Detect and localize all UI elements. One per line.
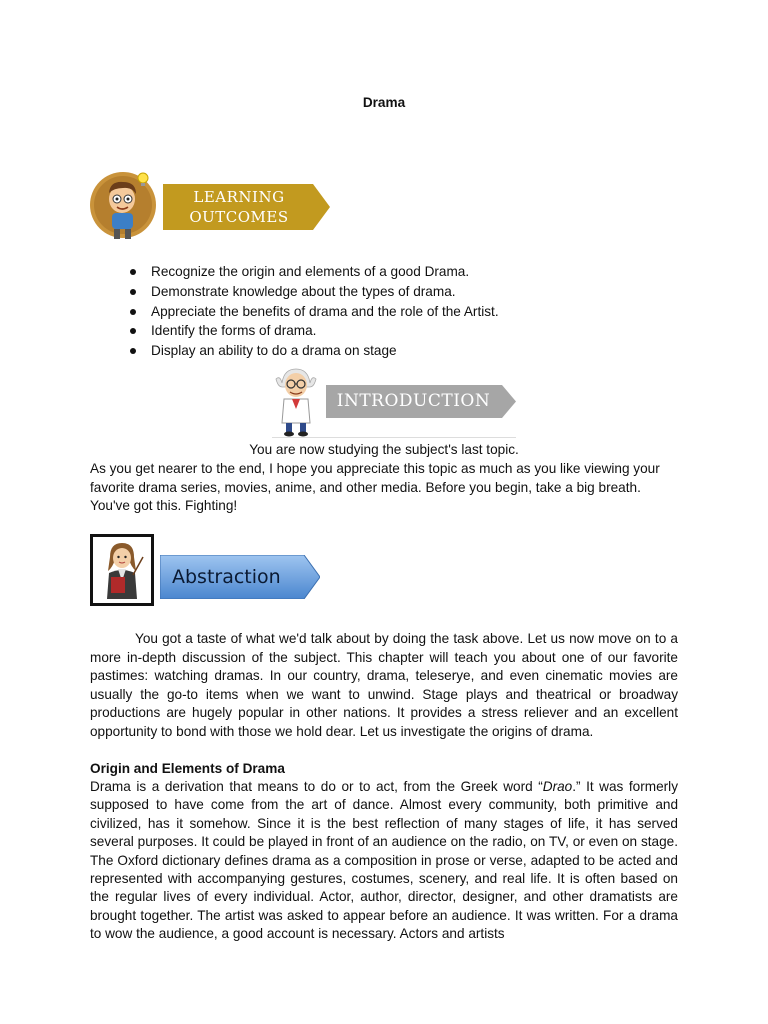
section-heading: Origin and Elements of Drama	[90, 761, 285, 776]
abstraction-paragraph: You got a taste of what we'd talk about by doing the task above. Let us now move on to a more in-depth discussion of the subject. This chapter will teach you about one of our favorite pastimes: watching dramas. In our country, drama, teleserye, and even cinematic movies are usually the go-to items when we want to unwind. Stage plays and theatrical or broadway productions are hugely popular in other nations. It provides a stress reliever and an excellent opportunity to bond with those we hold dear. Let us investigate the origins of drama.	[90, 631, 678, 739]
teacher-avatar-frame	[90, 534, 154, 606]
introduction-banner	[272, 365, 516, 437]
greek-word: Drao	[542, 779, 573, 794]
list-item: Appreciate the benefits of drama and the role of the Artist.	[151, 302, 711, 322]
page-title: Drama	[362, 95, 406, 110]
learning-outcomes-list	[90, 262, 711, 361]
introduction-paragraph: As you get nearer to the end, I hope you appreciate this topic as much as you like viewing your favorite drama series, movies, anime, and other media. Before you begin, take a big breath. You've got this. Fighting!	[90, 461, 660, 514]
abstraction-banner	[90, 534, 320, 610]
abstraction-label: Abstraction	[172, 566, 281, 588]
list-item: Identify the forms of drama.	[151, 321, 711, 341]
teacher-avatar-icon	[93, 537, 151, 603]
bullet-icon	[130, 348, 136, 354]
list-item: Display an ability to do a drama on stage	[151, 341, 711, 361]
learning-outcomes-banner	[90, 167, 330, 243]
introduction-lead: You are now studying the subject's last topic.	[249, 442, 519, 457]
introduction-label: INTRODUCTION	[336, 391, 491, 411]
bullet-icon	[130, 289, 136, 295]
bullet-icon	[130, 328, 136, 334]
bullet-icon	[130, 269, 136, 275]
learning-outcomes-label: LEARNING OUTCOMES	[189, 188, 289, 226]
bullet-icon	[130, 309, 136, 315]
list-item: Demonstrate knowledge about the types of drama.	[151, 282, 711, 302]
list-item: Recognize the origin and elements of a good Drama.	[151, 262, 711, 282]
divider	[272, 437, 516, 438]
student-avatar-icon	[90, 167, 160, 243]
origin-paragraph: Drama is a derivation that means to do or to act, from the Greek word “Drao.” It was formerly supposed to have come from the art of dance. Almost every community, both primitive and civilized, has it somehow. Since it is the best reflection of many stages of life, it has served several purposes. It could be played in front of an audience on the radio, on TV, or even on stage. The Oxford dictionary defines drama as a composition in prose or verse, adapted to be acted and represented with accompanying gestures, costumes, scenery, and real life. It is often based on the regular lives of every individual. Actor, author, director, designer, and other dramatists are brought together. The artist was asked to appear before an audience. It was written. For a drama to wow the audience, a good account is necessary. Actors and artists	[90, 779, 678, 942]
professor-avatar-icon	[272, 365, 320, 437]
